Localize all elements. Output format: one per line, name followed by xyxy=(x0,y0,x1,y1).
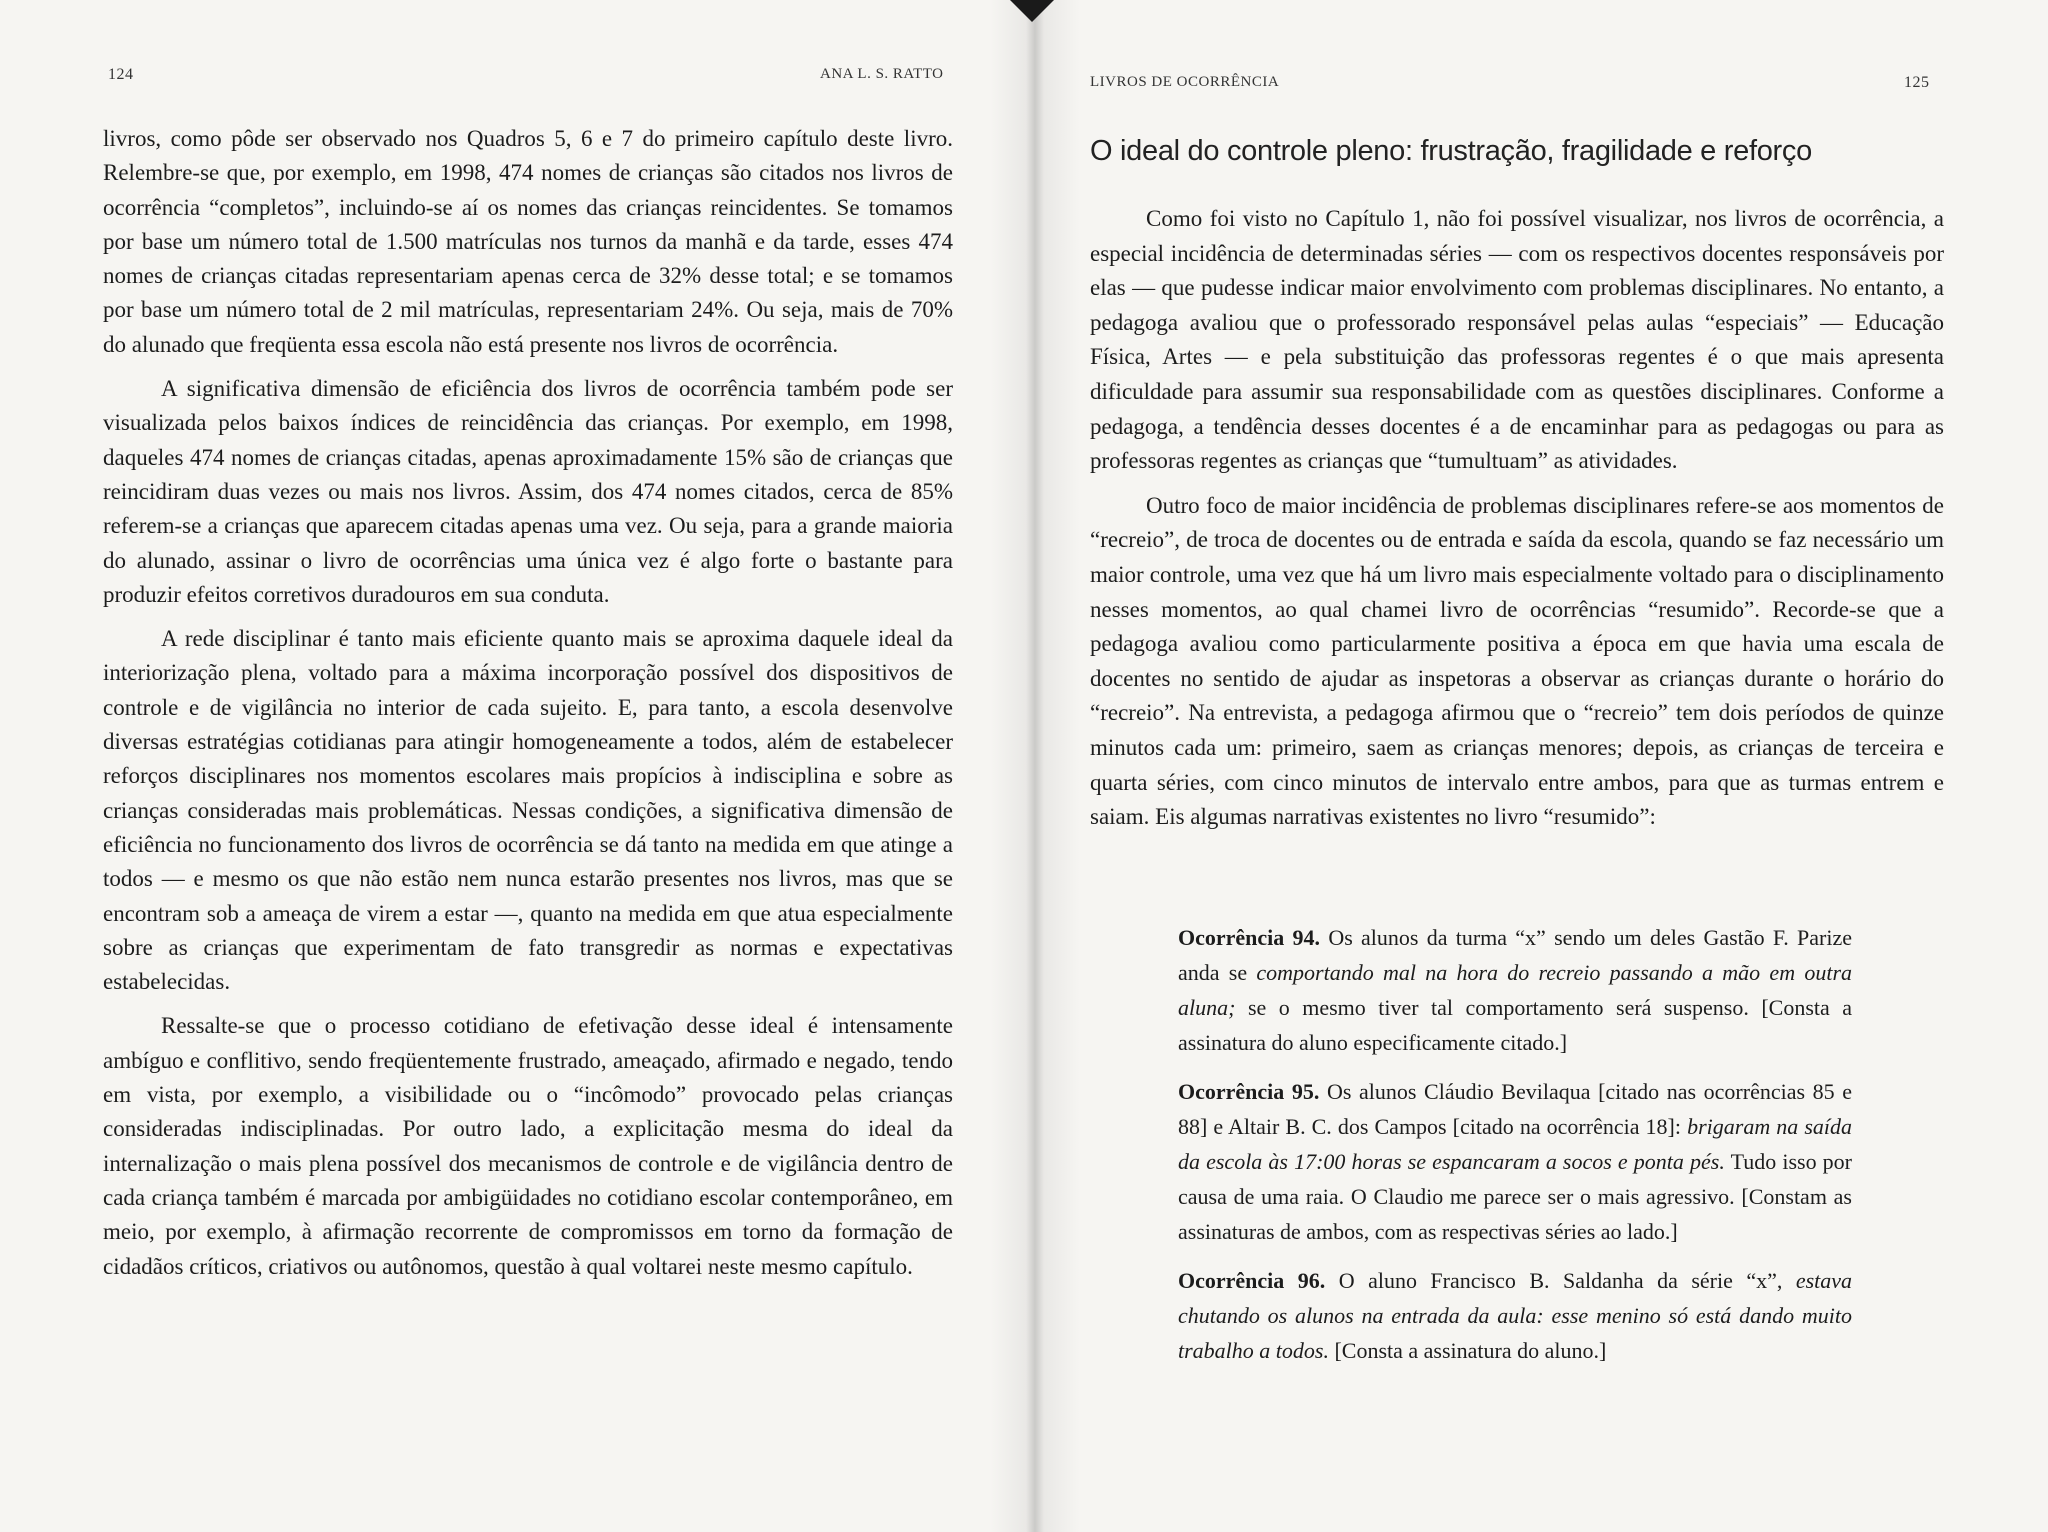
occurrence-text: Os alunos da turma “x” sendo um deles Gastão F. Parize anda se xyxy=(1178,925,1853,985)
page-number: 124 xyxy=(108,66,134,83)
occurrence-entry xyxy=(1178,920,1852,1060)
occurrence-text: Os alunos Cláudio Bevilaqua [citado nas ocorrências 85 e 88] e Altair B. C. dos Campos [citado na ocorrência 18]: xyxy=(1178,1079,1852,1139)
running-header: LIVROS DE OCORRÊNCIA xyxy=(1090,74,1280,90)
bookmark-notch xyxy=(1010,0,1054,22)
paragraph: livros, como pôde ser observado nos Quadros 5, 6 e 7 do primeiro capítulo deste livro. Relembre-se que, por exemplo, em 1998, 474 nomes de crianças são citados nos livros de ocorrência “completos”, incluindo-se aí os nomes das crianças reincidentes. Se tomamos por base um número total de 1.500 matrículas nos turnos da manhã e da tarde, esses 474 nomes de crianças citadas representariam apenas cerca de 32% desse total; e se tomamos por base um número total de 2 mil matrículas, representariam 24%. Ou seja, mais de 70% do alunado que freqüenta essa escola não está presente nos livros de ocorrência. xyxy=(103,126,953,357)
occurrence-italic: estava chutando os alunos na entrada da aula: esse menino só está dando muito trabalho a todos. xyxy=(1178,1268,1853,1363)
occurrence-italic: brigaram na saída da escola às 17:00 horas se espancaram a socos e ponta pés. xyxy=(1178,1114,1853,1174)
page-number: 125 xyxy=(1904,74,1930,91)
paragraph: Ressalte-se que o processo cotidiano de efetivação desse ideal é intensamente ambíguo e conflitivo, sendo freqüentemente frustrado, ameaçado, afirmado e negado, tendo em vista, por exemplo, a visibilidade ou o “incômodo” provocado pelas crianças consideradas indisciplinadas. Por outro lado, a explicitação mesma do ideal da internalização o mais plena possível dos mecanismos de controle e de vigilância dentro de cada criança também é marcada por ambigüidades no cotidiano escolar contemporâneo, em meio, por exemplo, à afirmação recorrente de compromissos em torno da formação de cidadãos críticos, criativos ou autônomos, questão à qual voltarei neste mesmo capítulo. xyxy=(103,1013,953,1279)
occurrence-italic: comportando mal na hora do recreio passando a mão em outra aluna; xyxy=(1178,960,1853,1020)
paragraph: Como foi visto no Capítulo 1, não foi possível visualizar, nos livros de ocorrência, a especial incidência de determinadas séries — com os respectivos docentes responsáveis por elas — que pudesse indicar maior envolvimento com problemas disciplinares. No entanto, a pedagoga avaliou que o professorado responsável pelas aulas “especiais” — Educação Física, Artes — e pela substituição das professoras regentes é o que mais apresenta dificuldade para assumir sua responsabilidade com as questões disciplinares. Conforme a pedagoga, a tendência desses docentes é a de encaminhar para as pedagogas ou para as professoras regentes as crianças que “tumultuam” as atividades. xyxy=(1090,206,1944,474)
running-header: ANA L. S. RATTO xyxy=(820,66,944,82)
paragraph: A significativa dimensão de eficiência dos livros de ocorrência também pode ser visualizada pelos baixos índices de reincidência das crianças. Por exemplo, em 1998, daqueles 474 nomes de crianças citadas, apenas aproximadamente 15% são de crianças que reincidiram duas vezes ou mais nos livros. Assim, dos 474 nomes citados, cerca de 85% referem-se a crianças que aparecem citadas apenas uma vez. Ou seja, para a grande maioria do alunado, assinar o livro de ocorrências uma única vez é algo forte o bastante para produzir efeitos corretivos duradouros em sua conduta. xyxy=(103,376,953,607)
occurrence-text: [Consta a assinatura do aluno.] xyxy=(1334,1338,1607,1363)
occurrence-entry xyxy=(1178,1074,1852,1249)
occurrence-text: O aluno Francisco B. Saldanha da série “x”, xyxy=(1338,1268,1783,1293)
right-page xyxy=(1030,0,2048,1532)
occurrence-label: Ocorrência 96. xyxy=(1178,1268,1326,1293)
paragraph: A rede disciplinar é tanto mais eficiente quanto mais se aproxima daquele ideal da interiorização plena, voltado para a máxima incorporação possível dos dispositivos de controle e de vigilância no interior de cada sujeito. E, para tanto, a escola desenvolve diversas estratégias cotidianas para atingir homogeneamente a todos, além de estabelecer reforços disciplinares nos momentos escolares mais propícios à indisciplina e sobre as crianças consideradas mais problemáticas. Nessas condições, a significativa dimensão de eficiência no funcionamento dos livros de ocorrência se dá tanto na medida em que atinge a todos — e mesmo os que não estão nem nunca estarão presentes nos livros, mas que se encontram sob a ameaça de virem a estar —, quanto na medida em que atua especialmente sobre as crianças que experimentam de fato transgredir as normas e expectativas estabelecidas. xyxy=(103,626,953,995)
body-text xyxy=(103,122,953,1294)
body-text xyxy=(1090,202,1944,845)
occurrence-text: se o mesmo tiver tal comportamento será suspenso. [Consta a assinatura do aluno especificamente citado.] xyxy=(1178,995,1853,1055)
occurrence-label: Ocorrência 95. xyxy=(1178,1079,1320,1104)
left-page xyxy=(0,0,1000,1532)
occurrence-quotes xyxy=(1178,920,1852,1382)
section-title: O ideal do controle pleno: frustração, fragilidade e reforço xyxy=(1090,135,1812,167)
occurrence-entry xyxy=(1178,1263,1852,1368)
occurrence-text: Tudo isso por causa de uma raia. O Claudio me parece ser o mais agressivo. [Constam as assinaturas de ambos, com as respectivas séries ao lado.] xyxy=(1178,1149,1853,1244)
occurrence-label: Ocorrência 94. xyxy=(1178,925,1321,950)
paragraph: Outro foco de maior incidência de problemas disciplinares refere-se aos momentos de “recreio”, de troca de docentes ou de entrada e saída da escola, quando se faz necessário um maior controle, uma vez que há um livro mais especialmente voltado para o disciplinamento nesses momentos, ao qual chamei livro de ocorrências “resumido”. Recorde-se que a pedagoga avaliou como particularmente positiva a época em que havia uma escala de docentes no sentido de ajudar as inspetoras a observar as crianças durante o horário do “recreio”. Na entrevista, a pedagoga afirmou que o “recreio” tem dois períodos de quinze minutos cada um: primeiro, saem as crianças menores; depois, as crianças de terceira e quarta séries, com cinco minutos de intervalo entre ambos, para que as turmas entrem e saiam. Eis algumas narrativas existentes no livro “resumido”: xyxy=(1090,492,1944,830)
